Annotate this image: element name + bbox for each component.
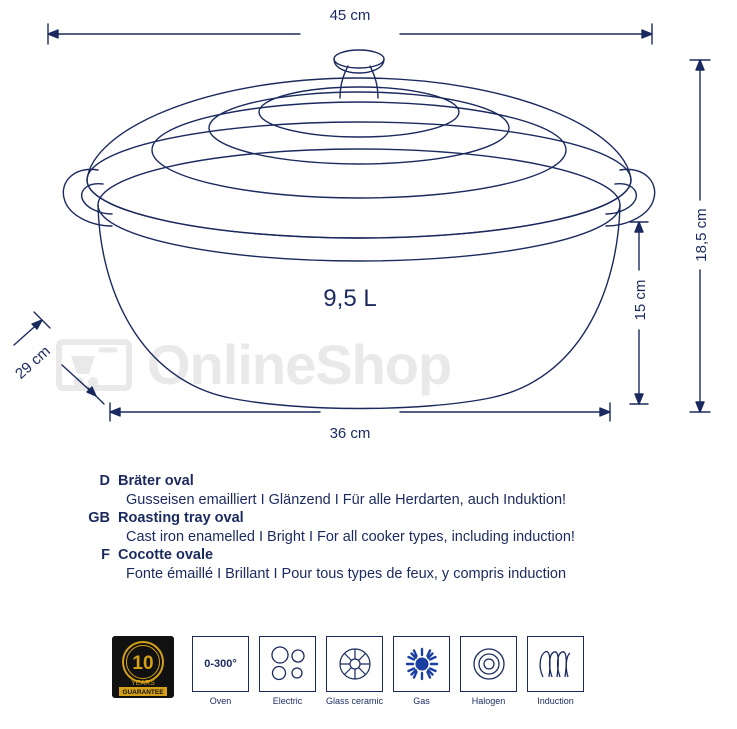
icon-cell-electric xyxy=(259,636,316,706)
description-subtitle-gb: Cast iron enamelled I Bright I For all cooker types, including induction! xyxy=(126,528,575,545)
icon-label-oven: Oven xyxy=(209,696,232,706)
induction-icon xyxy=(527,636,584,692)
icon-label-electric: Electric xyxy=(272,696,303,706)
icon-label-halogen: Halogen xyxy=(471,696,506,706)
language-code-gb: GB xyxy=(88,510,110,526)
description-title-fr: Cocotte ovale xyxy=(118,547,214,563)
oven-icon xyxy=(192,636,249,692)
guarantee-years-number: 10 xyxy=(132,653,154,674)
language-code-fr: F xyxy=(101,547,110,563)
description-row-fr xyxy=(78,546,718,565)
guarantee-years-label: YEARS xyxy=(131,680,155,687)
description-subtitle-gb-wrap xyxy=(78,528,718,547)
icon-cell-gas xyxy=(393,636,450,706)
icon-cell-induction xyxy=(527,636,584,706)
icon-cell-halogen xyxy=(460,636,517,706)
gas-icon xyxy=(393,636,450,692)
dimension-width-bottom: 36 cm xyxy=(329,425,371,442)
icon-label-gas: Gas xyxy=(413,696,430,706)
glass-ceramic-icon xyxy=(326,636,383,692)
halogen-icon xyxy=(460,636,517,692)
description-subtitle-fr-wrap xyxy=(78,565,718,584)
description-subtitle-de-wrap xyxy=(78,491,718,510)
capacity-label: 9,5 L xyxy=(323,285,377,312)
dimension-height-total: 18,5 cm xyxy=(693,208,710,262)
dimension-height-body: 15 cm xyxy=(632,279,649,321)
icon-cell-oven xyxy=(192,636,249,706)
description-subtitle-de: Gusseisen emailliert I Glänzend I Für alle Herdarten, auch Induktion! xyxy=(126,491,567,508)
dimension-depth: 29 cm xyxy=(12,342,54,383)
product-descriptions xyxy=(78,472,718,583)
icon-label-glass-ceramic: Glass ceramic xyxy=(326,696,384,706)
electric-icon xyxy=(259,636,316,692)
description-row-gb xyxy=(78,509,718,528)
watermark-text: OnlineShop xyxy=(147,333,452,396)
description-title-de: Bräter oval xyxy=(118,473,194,489)
compatibility-icon-strip xyxy=(112,636,584,706)
language-code-de: D xyxy=(99,473,110,489)
guarantee-guarantee-label: GUARANTEE xyxy=(122,689,164,696)
description-subtitle-fr: Fonte émaillé I Brillant I Pour tous types de feux, y compris induction xyxy=(126,565,567,582)
icon-cell-glass-ceramic xyxy=(326,636,383,706)
oven-temperature-text: 0-300° xyxy=(204,658,237,670)
description-title-gb: Roasting tray oval xyxy=(118,510,244,526)
icon-label-induction: Induction xyxy=(537,696,574,706)
description-row-de xyxy=(78,472,718,491)
dimension-width-top: 45 cm xyxy=(329,7,371,24)
guarantee-badge-icon xyxy=(112,636,174,698)
